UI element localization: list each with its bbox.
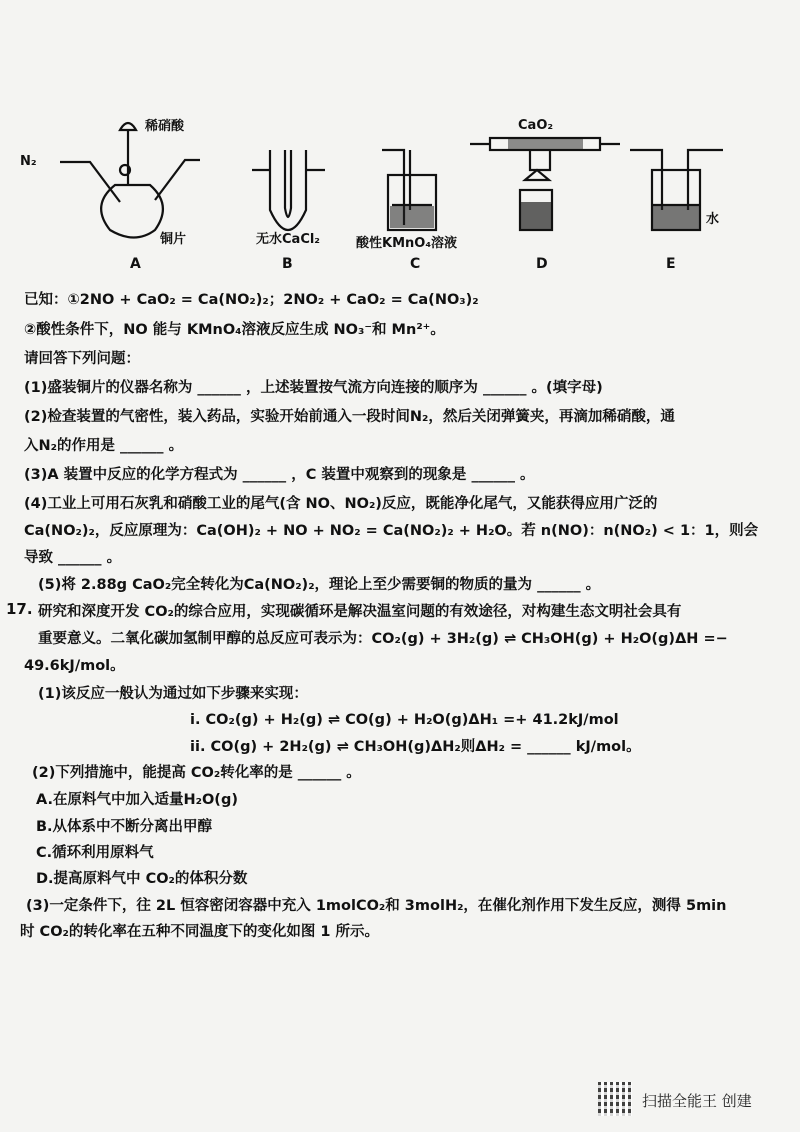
q17-part-3b: 时 CO₂的转化率在五种不同温度下的变化如图 1 所示。 [20, 924, 380, 940]
q16-part-1: (1)盛装铜片的仪器名称为 ______ ，上述装置按气流方向连接的顺序为 ______ 。(填字母) [24, 380, 603, 396]
letter-b: B [282, 256, 293, 272]
q16-part-5: (5)将 2.88g CaO₂完全转化为Ca(NO₂)₂，理论上至少需要铜的物质的量为 ______ 。 [38, 577, 601, 593]
q16-part-4b: Ca(NO₂)₂，反应原理为：Ca(OH)₂ + NO + NO₂ = Ca(NO₂)₂ + H₂O。若 n(NO)：n(NO₂) < 1：1，则会 [24, 523, 759, 539]
q17-part-3a: (3)一定条件下，往 2L 恒容密闭容器中充入 1molCO₂和 3molH₂，在催化剂作用下发生反应，测得 5min [26, 898, 727, 914]
scanner-credit: 扫描全能王 创建 [642, 1092, 752, 1110]
q16-part-2b: 入N₂的作用是 ______ 。 [24, 438, 184, 454]
q17-number: 17. [6, 600, 33, 618]
cacl2-label: 无水CaCl₂ [256, 232, 321, 247]
letter-a: A [130, 256, 141, 272]
q17-intro-1: 研究和深度开发 CO₂的综合应用，实现碳循环是解决温室问题的有效途径，对构建生态文明社会具有 [38, 604, 682, 620]
q16-part-2a: (2)检查装置的气密性，装入药品，实验开始前通入一段时间N₂，然后关闭弹簧夹，再滴加稀硝酸，通 [24, 409, 675, 425]
scanner-footer [598, 1080, 788, 1120]
letter-d: D [536, 256, 548, 272]
option-d: D.提高原料气中 CO₂的体积分数 [36, 871, 248, 887]
q17-intro-2: 重要意义。二氧化碳加氢制甲醇的总反应可表示为：CO₂(g) + 3H₂(g) ⇌ CH₃OH(g) + H₂O(g)ΔH =− [38, 631, 728, 647]
q16-part-3: (3)A 装置中反应的化学方程式为 ______ ，C 装置中观察到的现象是 ______ 。 [24, 467, 535, 483]
q17-intro-3: 49.6kJ/mol。 [24, 658, 125, 674]
known-line-1: 已知：①2NO + CaO₂ = Ca(NO₂)₂；2NO₂ + CaO₂ = Ca(NO₃)₂ [24, 292, 479, 308]
answer-prompt: 请回答下列问题： [24, 351, 140, 367]
cao2-label: CaO₂ [518, 118, 554, 133]
copper-label: 铜片 [160, 232, 187, 247]
q16-part-4c: 导致 ______ 。 [24, 550, 122, 566]
q17-step-i: i. CO₂(g) + H₂(g) ⇌ CO(g) + H₂O(g)ΔH₁ =+ 41.2kJ/mol [190, 712, 619, 728]
option-c: C.循环利用原料气 [36, 845, 154, 861]
q17-part-1: (1)该反应一般认为通过如下步骤来实现： [38, 686, 308, 702]
letter-e: E [666, 256, 676, 272]
kmno4-label: 酸性KMnO₄溶液 [356, 236, 458, 251]
water-label: 水 [706, 212, 720, 227]
n2-inlet-label: N₂ [20, 154, 37, 169]
apparatus-drawing [20, 110, 790, 280]
option-a: A.在原料气中加入适量H₂O(g) [36, 792, 238, 808]
qr-code-icon [598, 1082, 632, 1116]
dilute-nitric-acid-label: 稀硝酸 [145, 119, 185, 134]
letter-c: C [410, 256, 421, 272]
apparatus-figure [20, 110, 790, 280]
option-b: B.从体系中不断分离出甲醇 [36, 819, 213, 835]
q17-part-2: (2)下列措施中，能提高 CO₂转化率的是 ______ 。 [32, 765, 361, 781]
q16-part-4a: (4)工业上可用石灰乳和硝酸工业的尾气(含 NO、NO₂)反应，既能净化尾气，又能获得应用广泛的 [24, 496, 658, 512]
known-line-2: ②酸性条件下，NO 能与 KMnO₄溶液反应生成 NO₃⁻和 Mn²⁺。 [24, 322, 445, 338]
q17-step-ii: ii. CO(g) + 2H₂(g) ⇌ CH₃OH(g)ΔH₂则ΔH₂ = ______ kJ/mol。 [190, 739, 641, 755]
